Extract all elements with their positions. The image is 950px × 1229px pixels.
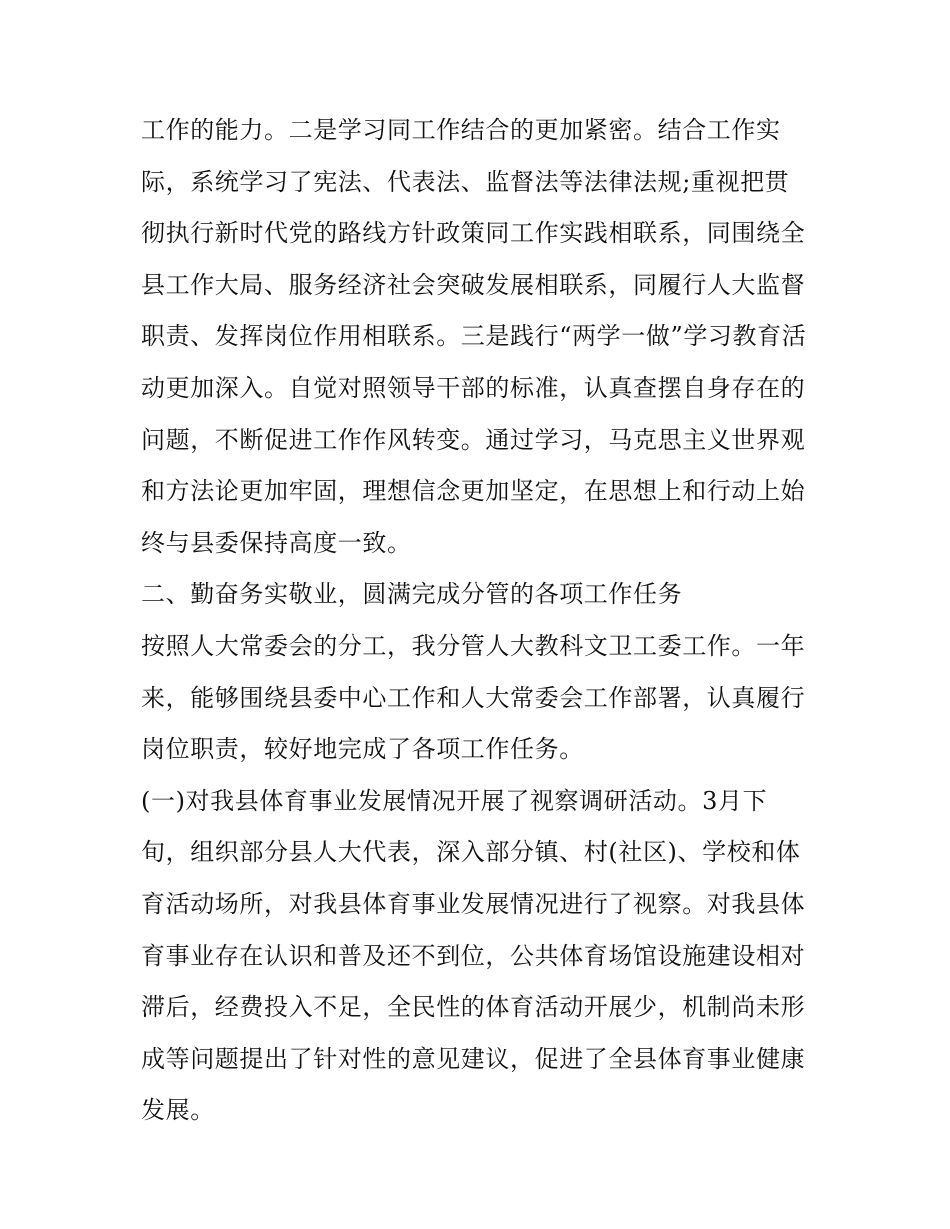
text-line: 育活动场所，对我县体育事业发展情况进行了视察。对我县体	[141, 889, 806, 918]
text-line: 成等问题提出了针对性的意见建议，促进了全县体育事业健康	[141, 1044, 806, 1073]
text-line: 动更加深入。自觉对照领导干部的标准，认真查摆自身存在的	[141, 373, 806, 402]
section-heading: 二、勤奋务实敬业，圆满完成分管的各项工作任务	[141, 580, 683, 609]
text-line: 县工作大局、服务经济社会突破发展相联系，同履行人大监督	[141, 270, 806, 299]
text-line: 按照人大常委会的分工，我分管人大教科文卫工委工作。一年	[141, 631, 806, 660]
text-line: 际，系统学习了宪法、代表法、监督法等法律法规;重视把贯	[141, 167, 790, 196]
text-line: 问题，不断促进工作作风转变。通过学习，马克思主义世界观	[141, 425, 806, 454]
text-line: 滞后，经费投入不足，全民性的体育活动开展少，机制尚未形	[141, 993, 806, 1022]
text-line: 和方法论更加牢固，理想信念更加坚定，在思想上和行动上始	[141, 477, 806, 506]
text-line: 旬，组织部分县人大代表，深入部分镇、村(社区)、学校和体	[141, 838, 801, 867]
body-text	[141, 105, 821, 1137]
text-line: 发展。	[141, 1096, 215, 1125]
subsection-line: (一)对我县体育事业发展情况开展了视察调研活动。3月下	[141, 786, 768, 815]
text-line: 职责、发挥岗位作用相联系。三是践行“两学一做”学习教育活	[141, 322, 807, 351]
text-line: 终与县委保持高度一致。	[141, 528, 412, 557]
text-line: 育事业存在认识和普及还不到位，公共体育场馆设施建设相对	[141, 941, 806, 970]
text-line: 来，能够围绕县委中心工作和人大常委会工作部署，认真履行	[141, 683, 806, 712]
text-line: 彻执行新时代党的路线方针政策同工作实践相联系，同围绕全	[141, 219, 806, 248]
text-line: 岗位职责，较好地完成了各项工作任务。	[141, 735, 584, 764]
text-line: 工作的能力。二是学习同工作结合的更加紧密。结合工作实	[141, 116, 781, 144]
